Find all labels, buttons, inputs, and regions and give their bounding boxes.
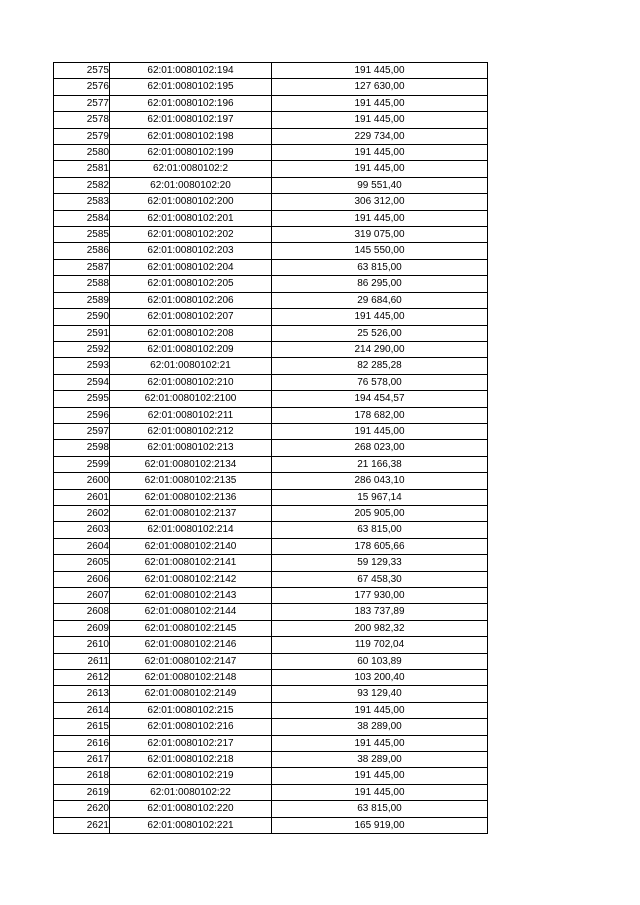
cadastral-number-cell: 62:01:0080102:212 bbox=[110, 423, 272, 439]
row-number-cell: 2612 bbox=[54, 670, 110, 686]
value-cell: 86 295,00 bbox=[272, 276, 488, 292]
table-row bbox=[54, 341, 488, 357]
table-row bbox=[54, 210, 488, 226]
table-row bbox=[54, 719, 488, 735]
table-row bbox=[54, 161, 488, 177]
cadastral-number-cell: 62:01:0080102:20 bbox=[110, 177, 272, 193]
value-cell: 178 605,66 bbox=[272, 538, 488, 554]
value-cell: 15 967,14 bbox=[272, 489, 488, 505]
cadastral-number-cell: 62:01:0080102:206 bbox=[110, 292, 272, 308]
row-number-cell: 2585 bbox=[54, 227, 110, 243]
table-row bbox=[54, 620, 488, 636]
cadastral-number-cell: 62:01:0080102:2136 bbox=[110, 489, 272, 505]
row-number-cell: 2608 bbox=[54, 604, 110, 620]
cadastral-number-cell: 62:01:0080102:195 bbox=[110, 79, 272, 95]
value-cell: 191 445,00 bbox=[272, 161, 488, 177]
cadastral-number-cell: 62:01:0080102:213 bbox=[110, 440, 272, 456]
row-number-cell: 2583 bbox=[54, 194, 110, 210]
row-number-cell: 2605 bbox=[54, 555, 110, 571]
row-number-cell: 2604 bbox=[54, 538, 110, 554]
row-number-cell: 2606 bbox=[54, 571, 110, 587]
value-cell: 145 550,00 bbox=[272, 243, 488, 259]
cadastral-number-cell: 62:01:0080102:210 bbox=[110, 374, 272, 390]
table-body bbox=[54, 63, 488, 834]
value-cell: 191 445,00 bbox=[272, 735, 488, 751]
table-row bbox=[54, 588, 488, 604]
row-number-cell: 2575 bbox=[54, 63, 110, 79]
value-cell: 319 075,00 bbox=[272, 227, 488, 243]
cadastral-number-cell: 62:01:0080102:218 bbox=[110, 752, 272, 768]
value-cell: 183 737,89 bbox=[272, 604, 488, 620]
value-cell: 29 684,60 bbox=[272, 292, 488, 308]
row-number-cell: 2621 bbox=[54, 817, 110, 833]
cadastral-number-cell: 62:01:0080102:194 bbox=[110, 63, 272, 79]
cadastral-number-cell: 62:01:0080102:2148 bbox=[110, 670, 272, 686]
cadastral-number-cell: 62:01:0080102:2 bbox=[110, 161, 272, 177]
row-number-cell: 2592 bbox=[54, 341, 110, 357]
row-number-cell: 2602 bbox=[54, 505, 110, 521]
cadastral-number-cell: 62:01:0080102:205 bbox=[110, 276, 272, 292]
table-row bbox=[54, 538, 488, 554]
value-cell: 191 445,00 bbox=[272, 210, 488, 226]
table-row bbox=[54, 112, 488, 128]
cadastral-number-cell: 62:01:0080102:216 bbox=[110, 719, 272, 735]
cadastral-number-cell: 62:01:0080102:2146 bbox=[110, 637, 272, 653]
table-row bbox=[54, 473, 488, 489]
cadastral-number-cell: 62:01:0080102:199 bbox=[110, 145, 272, 161]
value-cell: 38 289,00 bbox=[272, 719, 488, 735]
row-number-cell: 2580 bbox=[54, 145, 110, 161]
cadastral-number-cell: 62:01:0080102:209 bbox=[110, 341, 272, 357]
value-cell: 60 103,89 bbox=[272, 653, 488, 669]
cadastral-number-cell: 62:01:0080102:198 bbox=[110, 128, 272, 144]
value-cell: 178 682,00 bbox=[272, 407, 488, 423]
cadastral-number-cell: 62:01:0080102:22 bbox=[110, 784, 272, 800]
cadastral-number-cell: 62:01:0080102:2147 bbox=[110, 653, 272, 669]
cadastral-number-cell: 62:01:0080102:214 bbox=[110, 522, 272, 538]
table-row bbox=[54, 309, 488, 325]
row-number-cell: 2601 bbox=[54, 489, 110, 505]
cadastral-number-cell: 62:01:0080102:217 bbox=[110, 735, 272, 751]
cadastral-number-cell: 62:01:0080102:196 bbox=[110, 95, 272, 111]
value-cell: 191 445,00 bbox=[272, 112, 488, 128]
value-cell: 63 815,00 bbox=[272, 259, 488, 275]
value-cell: 214 290,00 bbox=[272, 341, 488, 357]
row-number-cell: 2582 bbox=[54, 177, 110, 193]
cadastral-number-cell: 62:01:0080102:2137 bbox=[110, 505, 272, 521]
cadastral-number-cell: 62:01:0080102:21 bbox=[110, 358, 272, 374]
row-number-cell: 2589 bbox=[54, 292, 110, 308]
value-cell: 205 905,00 bbox=[272, 505, 488, 521]
cadastral-number-cell: 62:01:0080102:204 bbox=[110, 259, 272, 275]
row-number-cell: 2613 bbox=[54, 686, 110, 702]
cadastral-number-cell: 62:01:0080102:211 bbox=[110, 407, 272, 423]
table-row bbox=[54, 456, 488, 472]
table-row bbox=[54, 440, 488, 456]
value-cell: 82 285,28 bbox=[272, 358, 488, 374]
cadastral-number-cell: 62:01:0080102:197 bbox=[110, 112, 272, 128]
value-cell: 286 043,10 bbox=[272, 473, 488, 489]
row-number-cell: 2591 bbox=[54, 325, 110, 341]
value-cell: 191 445,00 bbox=[272, 309, 488, 325]
row-number-cell: 2588 bbox=[54, 276, 110, 292]
row-number-cell: 2611 bbox=[54, 653, 110, 669]
value-cell: 191 445,00 bbox=[272, 784, 488, 800]
row-number-cell: 2593 bbox=[54, 358, 110, 374]
value-cell: 119 702,04 bbox=[272, 637, 488, 653]
row-number-cell: 2579 bbox=[54, 128, 110, 144]
table-row bbox=[54, 604, 488, 620]
table-row bbox=[54, 391, 488, 407]
row-number-cell: 2586 bbox=[54, 243, 110, 259]
row-number-cell: 2581 bbox=[54, 161, 110, 177]
value-cell: 268 023,00 bbox=[272, 440, 488, 456]
table-row bbox=[54, 801, 488, 817]
table-row bbox=[54, 128, 488, 144]
row-number-cell: 2594 bbox=[54, 374, 110, 390]
value-cell: 127 630,00 bbox=[272, 79, 488, 95]
table-row bbox=[54, 259, 488, 275]
row-number-cell: 2603 bbox=[54, 522, 110, 538]
cadastral-number-cell: 62:01:0080102:2135 bbox=[110, 473, 272, 489]
value-cell: 191 445,00 bbox=[272, 768, 488, 784]
row-number-cell: 2607 bbox=[54, 588, 110, 604]
value-cell: 306 312,00 bbox=[272, 194, 488, 210]
table-row bbox=[54, 407, 488, 423]
value-cell: 63 815,00 bbox=[272, 801, 488, 817]
row-number-cell: 2620 bbox=[54, 801, 110, 817]
row-number-cell: 2614 bbox=[54, 702, 110, 718]
value-cell: 76 578,00 bbox=[272, 374, 488, 390]
cadastral-number-cell: 62:01:0080102:208 bbox=[110, 325, 272, 341]
table-row bbox=[54, 653, 488, 669]
cadastral-number-cell: 62:01:0080102:2141 bbox=[110, 555, 272, 571]
table-row bbox=[54, 686, 488, 702]
cadastral-number-cell: 62:01:0080102:215 bbox=[110, 702, 272, 718]
row-number-cell: 2610 bbox=[54, 637, 110, 653]
row-number-cell: 2619 bbox=[54, 784, 110, 800]
table-row bbox=[54, 358, 488, 374]
value-cell: 25 526,00 bbox=[272, 325, 488, 341]
table-row bbox=[54, 505, 488, 521]
table-row bbox=[54, 784, 488, 800]
value-cell: 21 166,38 bbox=[272, 456, 488, 472]
row-number-cell: 2600 bbox=[54, 473, 110, 489]
table-row bbox=[54, 522, 488, 538]
value-cell: 200 982,32 bbox=[272, 620, 488, 636]
value-cell: 38 289,00 bbox=[272, 752, 488, 768]
table-row bbox=[54, 423, 488, 439]
cadastral-number-cell: 62:01:0080102:2144 bbox=[110, 604, 272, 620]
row-number-cell: 2618 bbox=[54, 768, 110, 784]
table-row bbox=[54, 374, 488, 390]
value-cell: 191 445,00 bbox=[272, 702, 488, 718]
cadastral-number-cell: 62:01:0080102:2134 bbox=[110, 456, 272, 472]
table-row bbox=[54, 79, 488, 95]
row-number-cell: 2587 bbox=[54, 259, 110, 275]
cadastral-number-cell: 62:01:0080102:202 bbox=[110, 227, 272, 243]
row-number-cell: 2609 bbox=[54, 620, 110, 636]
table-row bbox=[54, 489, 488, 505]
table-row bbox=[54, 817, 488, 833]
cadastral-number-cell: 62:01:0080102:220 bbox=[110, 801, 272, 817]
value-cell: 165 919,00 bbox=[272, 817, 488, 833]
row-number-cell: 2584 bbox=[54, 210, 110, 226]
table-row bbox=[54, 637, 488, 653]
cadastral-number-cell: 62:01:0080102:2140 bbox=[110, 538, 272, 554]
cadastral-number-cell: 62:01:0080102:219 bbox=[110, 768, 272, 784]
value-cell: 93 129,40 bbox=[272, 686, 488, 702]
cadastral-number-cell: 62:01:0080102:2100 bbox=[110, 391, 272, 407]
cadastral-value-table bbox=[53, 62, 488, 834]
table-row bbox=[54, 555, 488, 571]
cadastral-number-cell: 62:01:0080102:203 bbox=[110, 243, 272, 259]
cadastral-number-cell: 62:01:0080102:200 bbox=[110, 194, 272, 210]
value-cell: 103 200,40 bbox=[272, 670, 488, 686]
row-number-cell: 2590 bbox=[54, 309, 110, 325]
value-cell: 59 129,33 bbox=[272, 555, 488, 571]
row-number-cell: 2596 bbox=[54, 407, 110, 423]
table-row bbox=[54, 292, 488, 308]
value-cell: 191 445,00 bbox=[272, 95, 488, 111]
value-cell: 191 445,00 bbox=[272, 63, 488, 79]
table-row bbox=[54, 95, 488, 111]
cadastral-number-cell: 62:01:0080102:201 bbox=[110, 210, 272, 226]
value-cell: 191 445,00 bbox=[272, 423, 488, 439]
value-cell: 63 815,00 bbox=[272, 522, 488, 538]
table-row bbox=[54, 145, 488, 161]
row-number-cell: 2578 bbox=[54, 112, 110, 128]
value-cell: 194 454,57 bbox=[272, 391, 488, 407]
table-row bbox=[54, 177, 488, 193]
table-row bbox=[54, 702, 488, 718]
table-row bbox=[54, 325, 488, 341]
row-number-cell: 2598 bbox=[54, 440, 110, 456]
table-row bbox=[54, 63, 488, 79]
row-number-cell: 2597 bbox=[54, 423, 110, 439]
cadastral-number-cell: 62:01:0080102:2143 bbox=[110, 588, 272, 604]
value-cell: 67 458,30 bbox=[272, 571, 488, 587]
table-row bbox=[54, 194, 488, 210]
row-number-cell: 2576 bbox=[54, 79, 110, 95]
row-number-cell: 2599 bbox=[54, 456, 110, 472]
cadastral-number-cell: 62:01:0080102:207 bbox=[110, 309, 272, 325]
value-cell: 99 551,40 bbox=[272, 177, 488, 193]
row-number-cell: 2615 bbox=[54, 719, 110, 735]
cadastral-number-cell: 62:01:0080102:2149 bbox=[110, 686, 272, 702]
value-cell: 229 734,00 bbox=[272, 128, 488, 144]
table-row bbox=[54, 768, 488, 784]
row-number-cell: 2616 bbox=[54, 735, 110, 751]
table-row bbox=[54, 752, 488, 768]
cadastral-number-cell: 62:01:0080102:221 bbox=[110, 817, 272, 833]
row-number-cell: 2595 bbox=[54, 391, 110, 407]
row-number-cell: 2617 bbox=[54, 752, 110, 768]
table-row bbox=[54, 735, 488, 751]
cadastral-number-cell: 62:01:0080102:2145 bbox=[110, 620, 272, 636]
table-row bbox=[54, 243, 488, 259]
table-row bbox=[54, 571, 488, 587]
value-cell: 191 445,00 bbox=[272, 145, 488, 161]
cadastral-number-cell: 62:01:0080102:2142 bbox=[110, 571, 272, 587]
row-number-cell: 2577 bbox=[54, 95, 110, 111]
table-row bbox=[54, 670, 488, 686]
value-cell: 177 930,00 bbox=[272, 588, 488, 604]
table-row bbox=[54, 276, 488, 292]
table-row bbox=[54, 227, 488, 243]
